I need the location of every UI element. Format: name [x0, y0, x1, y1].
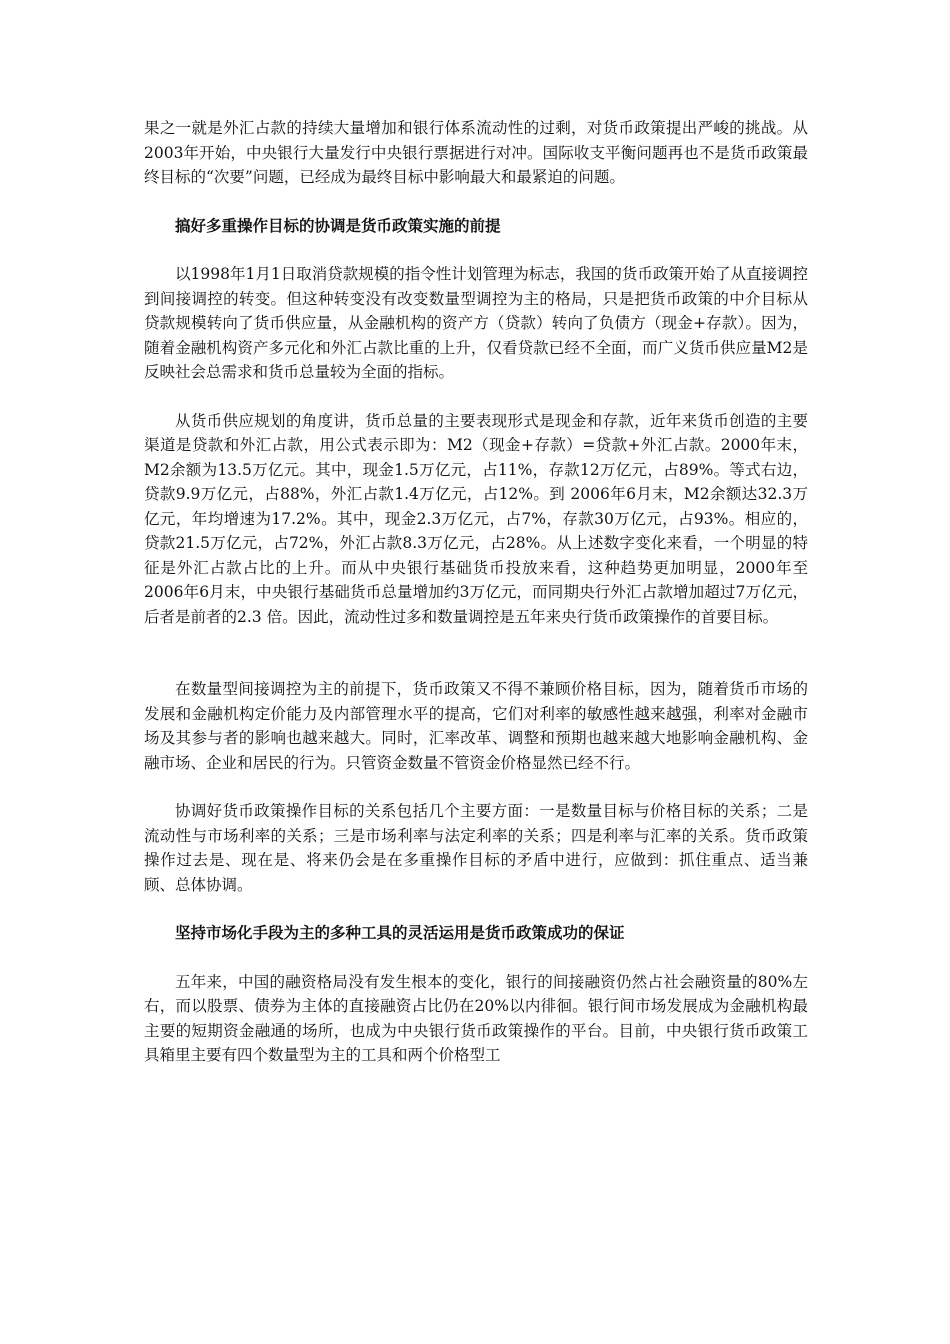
- paragraph-fx-challenge: 果之一就是外汇占款的持续大量增加和银行体系流动性的过剩，对货币政策提出严峻的挑战。从2003年开始，中央银行大量发行中央银行票据进行对冲。国际收支平衡问题再也不是货币政策最终目标的“次要”问题，已经成为最终目标中影响最大和最紧迫的问题。: [144, 119, 808, 186]
- paragraph-target-relations: 协调好货币政策操作目标的关系包括几个主要方面：一是数量目标与价格目标的关系；二是流动性与市场利率的关系；三是市场利率与法定利率的关系；四是利率与汇率的关系。货币政策操作过去是、现在是、将来仍会是在多重操作目标的矛盾中进行，应做到：抓住重点、适当兼顾、总体协调。: [144, 802, 808, 894]
- paragraph-indirect-control: 以1998年1月1日取消贷款规模的指令性计划管理为标志，我国的货币政策开始了从直接调控到间接调控的转变。但这种转变没有改变数量型调控为主的格局，只是把货币政策的中介目标从贷款规模转向了货币供应量，从金融机构的资产方（贷款）转向了负债方（现金+存款）。因为，随着金融机构资产多元化和外汇占款比重的上升，仅看贷款已经不全面，而广义货币供应量M2是反映社会总需求和货币总量较为全面的指标。: [144, 265, 808, 381]
- paragraph-money-supply: 从货币供应规划的角度讲，货币总量的主要表现形式是现金和存款，近年来货币创造的主要渠道是贷款和外汇占款，用公式表示即为：M2（现金+存款）=贷款+外汇占款。2000年末，M2余额为13.5万亿元。其中，现金1.5万亿元，占11%，存款12万亿元，占89%。等式右边，贷款9.9万亿元，占88%，外汇占款1.4万亿元，占12%。到 2006年6月末，M2余额达32.3万亿元，年均增速为17.2%。其中，现金2.3万亿元，占7%，存款30万亿元，占93%。相应的，贷款21.5万亿元，占72%，外汇占款8.3万亿元，占28%。从上述数字变化来看，一个明显的特征是外汇占款占比的上升。而从中央银行基础货币投放来看，这种趋势更加明显，2000年至2006年6月末，中央银行基础货币总量增加约3万亿元，而同期央行外汇占款增加超过7万亿元，后者是前者的2.3 倍。因此，流动性过多和数量调控是五年来央行货币政策操作的首要目标。: [144, 411, 808, 626]
- section-heading-market-tools: 坚持市场化手段为主的多种工具的灵活运用是货币政策成功的保证: [175, 924, 625, 942]
- paragraph-financing-structure: 五年来，中国的融资格局没有发生根本的变化，银行的间接融资仍然占社会融资量的80%左右，而以股票、债券为主体的直接融资占比仍在20%以内徘徊。银行间市场发展成为金融机构最主要的短期资金融通的场所，也成为中央银行货币政策操作的平台。目前，中央银行货币政策工具箱里主要有四个数量型为主的工具和两个价格型工: [144, 972, 808, 1064]
- paragraph-price-target: 在数量型间接调控为主的前提下，货币政策又不得不兼顾价格目标，因为，随着货币市场的发展和金融机构定价能力及内部管理水平的提高，它们对利率的敏感性越来越强，利率对金融市场及其参与者的影响也越来越大。同时，汇率改革、调整和预期也越来越大地影响金融机构、金融市场、企业和居民的行为。只管资金数量不管资金价格显然已经不行。: [144, 680, 808, 772]
- blank-line: [144, 653, 808, 677]
- document-page: [144, 116, 808, 1092]
- section-heading-coordination: 搞好多重操作目标的协调是货币政策实施的前提: [175, 216, 501, 235]
